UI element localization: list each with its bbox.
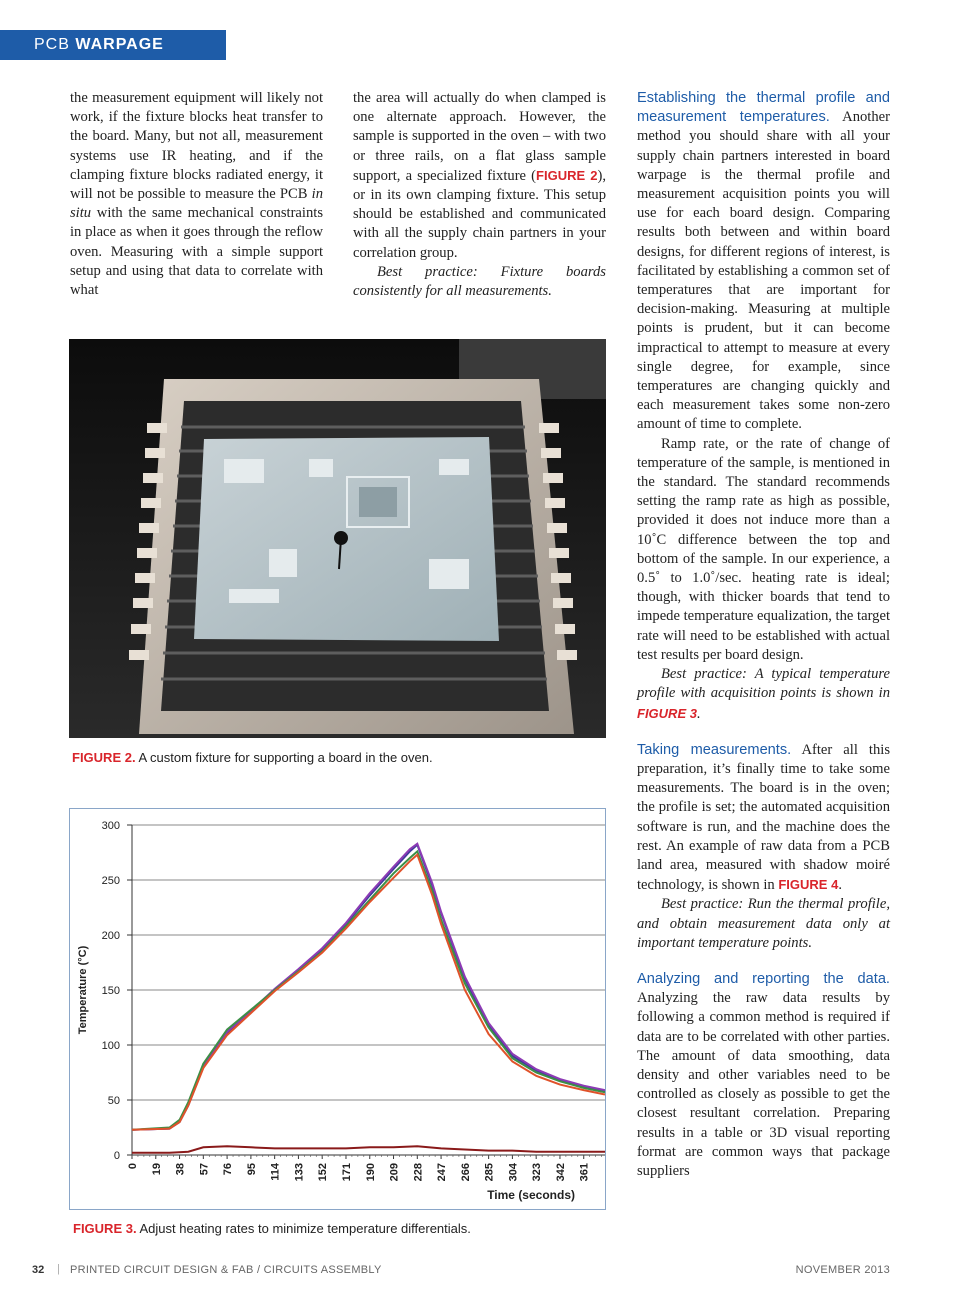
- page-footer: [0, 1262, 960, 1282]
- x-tick-label: 76: [222, 1163, 235, 1176]
- col3-best-practice-2: Best practice: Run the thermal profile, and obtain measurement data only at important temperature points.: [637, 896, 890, 951]
- x-tick-label: 323: [531, 1163, 544, 1182]
- x-tick-label: 304: [507, 1163, 520, 1182]
- series-line: [132, 851, 605, 1129]
- fixture-illustration: [69, 339, 606, 738]
- x-tick-label: 190: [364, 1163, 377, 1182]
- col3-paragraph-2: Ramp rate, or the rate of change of temperature of the sample, is mentioned in the standard. The standard recommends setting the ramp rate as high as possible, provided it does not induce more than a 10˚C difference between the top and bottom of the sample. In our experience, a 0.5˚ to 1.0˚/sec. heating rate is ideal; though, with thicker boards that tend to impede temperature equalization, the target rate will need to be established with actual test results per board design.: [637, 435, 890, 663]
- figure-3-chart: [69, 808, 606, 1210]
- y-tick-label: 300: [101, 820, 120, 832]
- page-number: 32: [32, 1264, 45, 1276]
- figure-2-label: FIGURE 2.: [72, 750, 136, 765]
- x-tick-label: 19: [150, 1163, 163, 1176]
- figure-3-label: FIGURE 3.: [73, 1221, 137, 1236]
- x-tick-label: 285: [483, 1163, 496, 1182]
- x-tick-label: 171: [340, 1163, 353, 1182]
- x-tick-label: 152: [317, 1163, 330, 1182]
- figure-2-reference[interactable]: FIGURE 2: [536, 167, 598, 183]
- col1-paragraph-1: the measurement equipment will likely not work, if the fixture blocks heat transfer to the board. Many, but not all, measurement systems use IR heating, and if the clamping fixture blocks radiated energy, it will not be possible to measure the PCB in situ with the same mechanical constraints in place as when it goes through the reflow oven. Measuring with a simple support setup and using that data to correlate with what: [70, 90, 323, 299]
- x-tick-label: 114: [269, 1163, 282, 1181]
- section-title: WARPAGE: [75, 36, 164, 53]
- series-line: [132, 845, 605, 1130]
- x-tick-label: 228: [412, 1163, 425, 1182]
- x-tick-label: 247: [436, 1163, 449, 1182]
- col3-paragraph-4: Taking measurements. After all this preparation, it’s finally time to take some measurements. The board is in the oven; the profile is set; the automated acquisition software is run, and the machine does the rest. An example of raw data from a PCB land area, measured with shadow moiré technology, is shown in FIGURE 4.: [637, 741, 890, 894]
- footer-separator: |: [57, 1263, 60, 1275]
- bga-center: [359, 487, 397, 517]
- y-tick-label: 50: [107, 1095, 120, 1107]
- temperature-chart: [70, 809, 605, 1209]
- x-tick-label: 209: [388, 1163, 401, 1182]
- column-2: [353, 89, 606, 301]
- section-banner: [0, 30, 226, 60]
- x-tick-label: 342: [554, 1163, 567, 1182]
- y-tick-label: 250: [101, 875, 120, 887]
- section-prefix: PCB: [34, 36, 70, 53]
- series-line: [132, 844, 605, 1130]
- heading-analyzing-data: Analyzing and reporting the data.: [637, 970, 890, 987]
- x-tick-label: 38: [174, 1163, 187, 1176]
- y-tick-label: 100: [101, 1040, 120, 1052]
- series-line: [132, 1146, 605, 1153]
- section-gap: [637, 724, 890, 741]
- x-axis-label: Time (seconds): [487, 1188, 575, 1202]
- x-tick-label: 57: [198, 1163, 211, 1176]
- figure-3-caption: FIGURE 3. Adjust heating rates to minimize temperature differentials.: [73, 1221, 471, 1236]
- figure-4-reference[interactable]: FIGURE 4: [778, 877, 839, 893]
- figure-3-reference[interactable]: FIGURE 3: [637, 705, 697, 721]
- x-tick-label: 133: [293, 1163, 306, 1182]
- column-1: [70, 89, 323, 300]
- x-tick-label: 266: [459, 1163, 472, 1182]
- figure-2-photo: [69, 339, 606, 738]
- y-axis-label: Temperature (°C): [77, 945, 89, 1035]
- column-3: [637, 89, 890, 1181]
- publication-name: PRINTED CIRCUIT DESIGN & FAB / CIRCUITS ASSEMBLY: [70, 1264, 382, 1276]
- heading-taking-measurements: Taking measurements.: [637, 741, 792, 758]
- x-tick-label: 0: [127, 1163, 139, 1170]
- x-tick-label: 361: [578, 1163, 591, 1182]
- col3-best-practice-1: Best practice: A typical temperature profile with acquisition points is shown in FIGURE 3.: [637, 666, 890, 722]
- heading-thermal-profile: Establishing the thermal profile and measurement temperatures.: [637, 90, 890, 126]
- figure-2-caption: FIGURE 2. A custom fixture for supporting a board in the oven.: [72, 750, 433, 765]
- col2-paragraph-1: the area will actually do when clamped is one alternate approach. However, the sample is supported in the oven – with two or three rails, on a flat glass sample support, a specialized fixture (FIGURE 2), or in its own clamping fixture. This setup should be established and communicated with all the supply chain partners in your correlation group.: [353, 90, 606, 261]
- x-tick-label: 95: [245, 1163, 258, 1176]
- section-gap: [637, 953, 890, 970]
- col3-paragraph-1: Establishing the thermal profile and measurement temperatures. Another method you should share with all your supply chain partners interested in board warpage is the thermal profile and measurement acquisition points you will use for each board design. Comparing results both between and within board designs, for different regions of interest, is facilitated by establishing a common set of temperatures that are important for decision-making. Measuring at multiple points is prudent, but it can become impractical to attempt to measure at every single degree, for example, since temperatures are changing quickly and each measurement takes some non-zero amount of time to complete.: [637, 90, 890, 433]
- y-tick-label: 150: [101, 985, 120, 997]
- col2-best-practice: Best practice: Fixture boards consistently for all measurements.: [353, 263, 606, 300]
- y-tick-label: 0: [113, 1150, 120, 1162]
- y-tick-label: 200: [101, 930, 120, 942]
- col3-paragraph-6: Analyzing and reporting the data. Analyzing the raw data results by following a common method is required if data are to be correlated with other parties. The amount of data smoothing, data density and other variables need to be controlled as closely as possible to get the closest resultant correlation. Preparing results in a table or 3D visual reporting format are common ways that package suppliers: [637, 970, 890, 1179]
- issue-date: NOVEMBER 2013: [795, 1264, 890, 1276]
